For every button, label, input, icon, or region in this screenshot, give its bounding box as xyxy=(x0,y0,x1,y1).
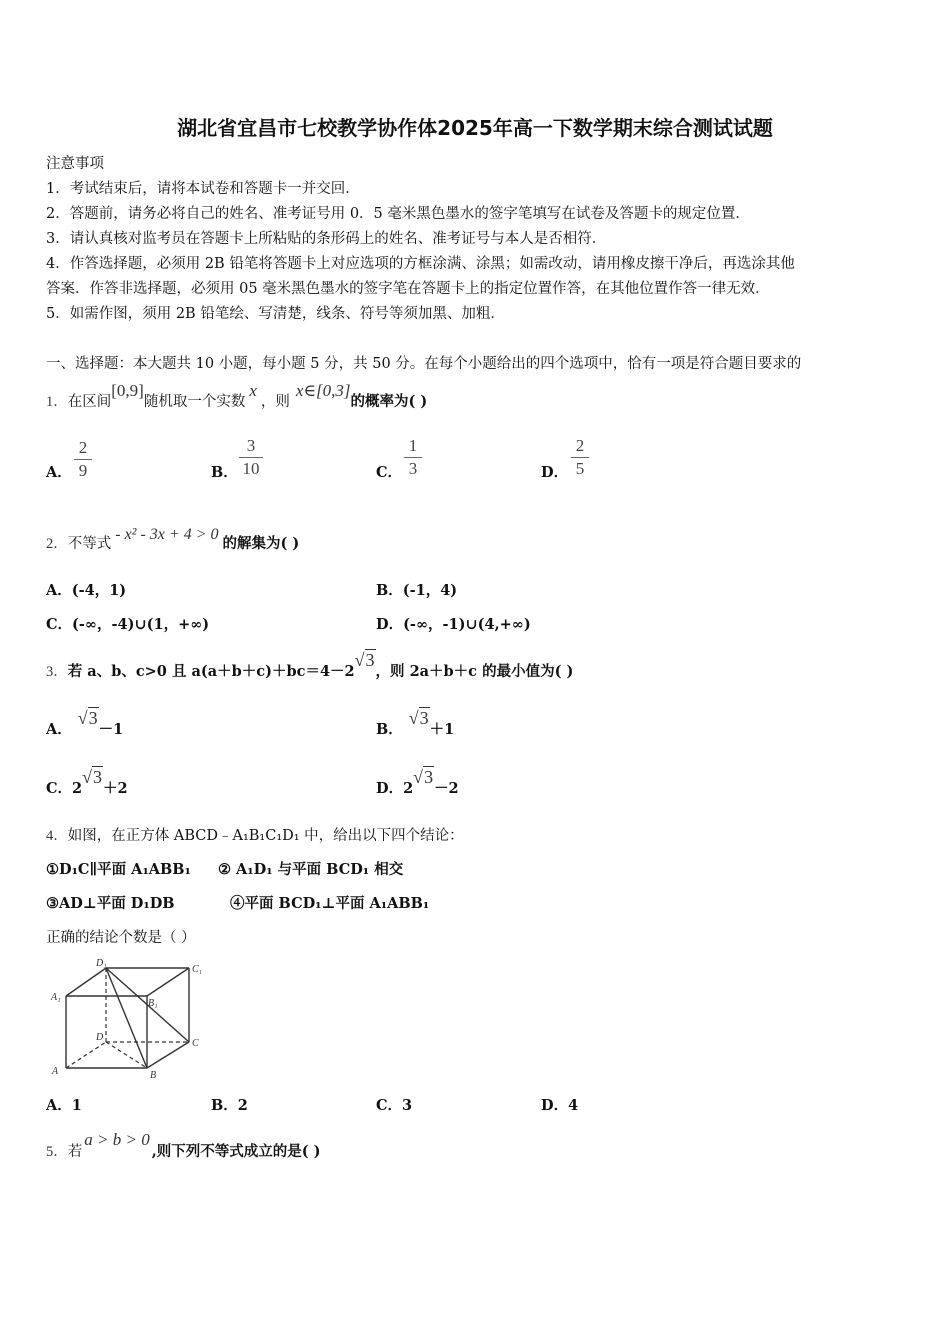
q1-text-3: ，则 xyxy=(260,394,290,410)
notice-item-3: 3．请认真核对监考员在答题卡上所粘贴的条形码上的姓名、准考证号与本人是否相符． xyxy=(46,231,607,247)
q3-number: 3． xyxy=(46,664,68,680)
notice-item-4a: 4．作答选择题，必须用 2B 铅笔将答题卡上对应选项的方框涂满、涂黑；如需改动，请用橡皮擦干净后，再选涂其他 xyxy=(46,256,795,272)
question-4 xyxy=(46,824,464,845)
cube-figure xyxy=(44,954,214,1084)
q1-number: 1． xyxy=(46,394,68,410)
q5-expression: a > b > 0 xyxy=(84,1130,150,1149)
notice-item-5: 5．如需作图，须用 2B 铅笔绘、写清楚，线条、符号等须加黑、加粗． xyxy=(46,306,505,322)
q4-option-a: A．1 xyxy=(46,1097,82,1114)
q4-option-c: C．3 xyxy=(376,1097,413,1114)
q4-conclusion-2: ② A₁D₁ 与平面 BCD₁ 相交 xyxy=(218,861,404,878)
q1-interval: [0,9] xyxy=(111,381,144,400)
notice-item-4b: 答案．作答非选择题，必须用 05 毫米黑色墨水的签字笔在答题卡上的指定位置作答，在其他位置作答一律无效． xyxy=(46,281,770,297)
q3-option-d: D．2√3－2 xyxy=(376,767,459,797)
q1-option-d-label: D． xyxy=(541,464,569,481)
q1-condition: x∈[0,3] xyxy=(295,381,351,400)
q1-var: x xyxy=(249,381,257,400)
notice-item-1: 1．考试结束后，请将本试卷和答题卡一并交回． xyxy=(46,181,360,197)
section-heading: 一、选择题：本大题共 10 小题，每小题 5 分，共 50 分。在每个小题给出的四个选项中，恰有一项是符合题目要求的 xyxy=(46,356,802,372)
q1-text-4: 的概率为( ) xyxy=(350,393,428,410)
q1-text-2: 随机取一个实数 xyxy=(143,394,246,410)
q1-option-d-fraction: 2 5 xyxy=(571,436,589,479)
q3-option-b: B．√3＋1 xyxy=(376,708,455,738)
q2-option-d: D．(-∞，-1)∪(4,+∞) xyxy=(376,616,531,633)
q3-sqrt: √3 xyxy=(354,650,375,670)
edge-bc xyxy=(147,1042,189,1068)
q2-text-2: 的解集为( ) xyxy=(222,535,300,552)
label-d1: D₁ xyxy=(96,958,107,969)
question-2 xyxy=(46,526,300,553)
q1-text-1: 在区间 xyxy=(67,394,112,410)
q5-text-1: 若 xyxy=(67,1144,83,1160)
notice-heading: 注意事项 xyxy=(46,156,104,172)
label-a1: A₁ xyxy=(51,992,61,1003)
q4-conclusion-1: ①D₁C∥平面 A₁ABB₁ xyxy=(46,861,191,878)
q3-option-c: C．2√3＋2 xyxy=(46,767,128,797)
label-b1: B₁ xyxy=(148,998,158,1009)
q2-expression: - x² - 3x + 4 > 0 xyxy=(115,526,219,543)
q5-number: 5． xyxy=(46,1144,68,1160)
q4-conclusion-4: ④平面 BCD₁⊥平面 A₁ABB₁ xyxy=(230,895,430,912)
q2-number: 2． xyxy=(46,536,68,552)
q1-option-c-label: C． xyxy=(376,464,403,481)
question-1 xyxy=(46,381,428,411)
q1-option-b-fraction: 3 10 xyxy=(239,436,263,479)
label-b: B xyxy=(150,1070,157,1081)
label-a: A xyxy=(52,1066,59,1077)
question-3 xyxy=(46,650,574,681)
q1-option-c-fraction: 1 3 xyxy=(404,436,422,479)
q4-number: 4． xyxy=(46,828,68,844)
q2-option-b: B．(-1，4) xyxy=(376,582,458,599)
q3-text-2: ，则 2a＋b＋c 的最小值为( ) xyxy=(375,663,574,680)
label-c1: C₁ xyxy=(192,964,203,975)
q1-option-b-label: B． xyxy=(211,464,238,481)
q2-text-1: 不等式 xyxy=(67,536,112,552)
q1-option-a-fraction: 2 9 xyxy=(74,438,92,481)
q3-text-1: 若 a、b、c>0 且 a(a＋b＋c)＋bc＝4－2 xyxy=(67,663,355,680)
diag-d1b xyxy=(106,968,147,1068)
page-title: 湖北省宜昌市七校教学协作体2025年高一下数学期末综合测试试题 xyxy=(177,116,773,140)
q1-option-a-label: A． xyxy=(46,464,72,481)
edge-b1c1 xyxy=(147,968,189,996)
question-5 xyxy=(46,1130,321,1161)
q5-text-2: ,则下列不等式成立的是( ) xyxy=(151,1143,321,1160)
q3-option-a: A．√3－1 xyxy=(46,708,124,738)
hidden-db xyxy=(106,1042,147,1068)
q4-conclusion-3: ③AD⊥平面 D₁DB xyxy=(46,895,175,912)
label-d: D xyxy=(96,1032,104,1043)
q4-ask: 正确的结论个数是（ ） xyxy=(46,930,196,946)
hidden-ad xyxy=(66,1042,106,1068)
notice-item-2: 2．答题前，请务必将自己的姓名、准考证号用 0．5 毫米黑色墨水的签字笔填写在试卷及答题卡的规定位置． xyxy=(46,206,750,222)
label-c: C xyxy=(192,1038,199,1049)
q2-option-c: C．(-∞，-4)∪(1，+∞) xyxy=(46,616,210,633)
q4-option-d: D．4 xyxy=(541,1097,579,1114)
q4-option-b: B．2 xyxy=(211,1097,248,1114)
edge-a1d1 xyxy=(66,968,106,996)
q4-text: 如图，在正方体 ABCD﹣A₁B₁C₁D₁ 中，给出以下四个结论： xyxy=(67,828,464,844)
q2-option-a: A．(-4，1) xyxy=(46,582,127,599)
